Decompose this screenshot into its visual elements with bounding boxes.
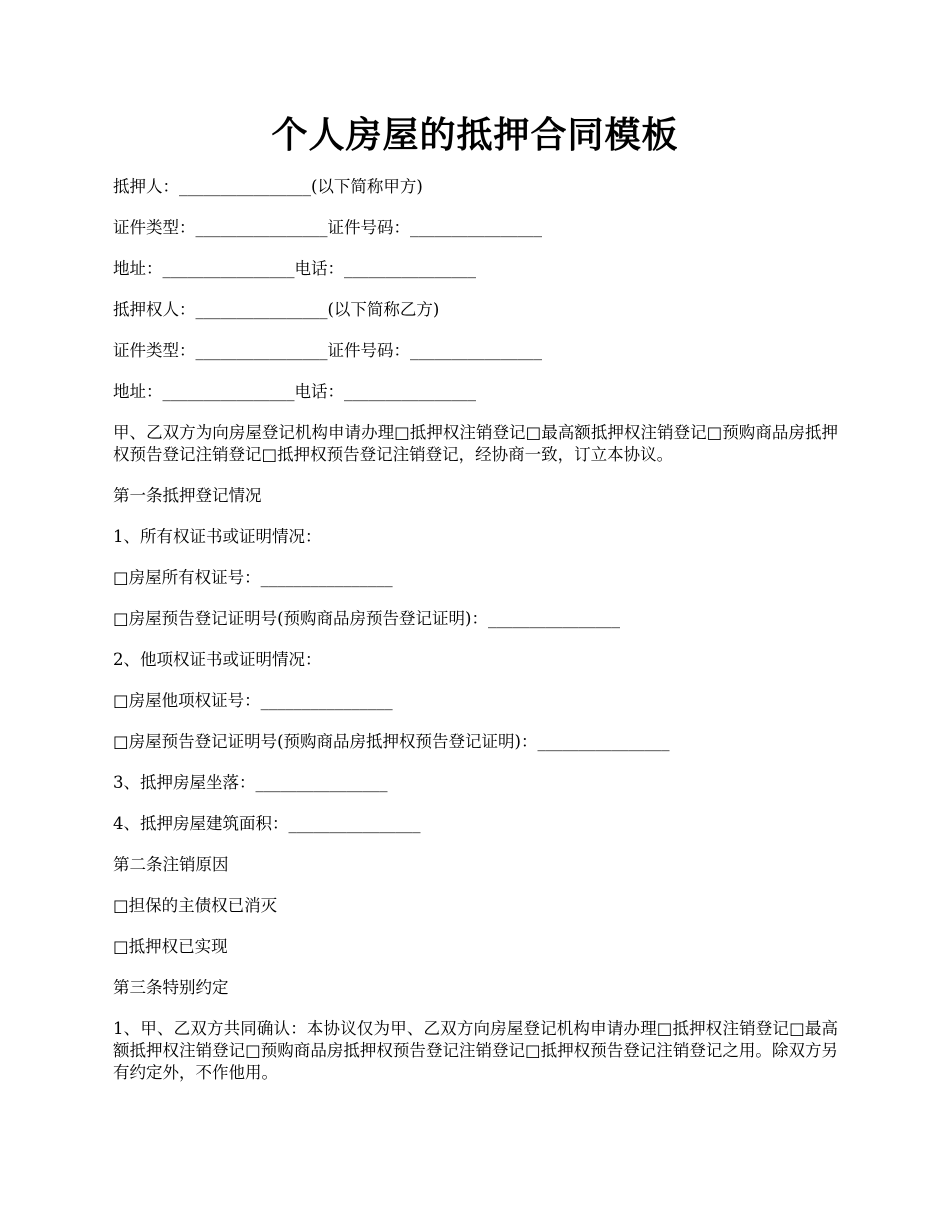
document-title: 个人房屋的抵押合同模板 (271, 114, 679, 156)
property-location: 3、抵押房屋坐落：________________ (113, 773, 388, 792)
ownership-certificate-number: □房屋所有权证号：________________ (113, 568, 393, 587)
reason-mortgage-realized: □抵押权已实现 (113, 937, 228, 956)
mortgagor-address-line: 地址：________________电话：________________ (113, 259, 476, 278)
presale-mortgage-registration-number: □房屋预告登记证明号(预购商品房抵押权预告登记证明)：________________ (113, 732, 670, 751)
mortgagee-line: 抵押权人：________________(以下简称乙方) (113, 300, 440, 319)
document-body (113, 176, 838, 1103)
property-floor-area: 4、抵押房屋建筑面积：________________ (113, 814, 421, 833)
preamble-paragraph: 甲、乙双方为向房屋登记机构申请办理□抵押权注销登记□最高额抵押权注销登记□预购商品房抵押权预告登记注销登记□抵押权预告登记注销登记，经协商一致，订立本协议。 (113, 423, 838, 464)
mortgagee-id-line: 证件类型：________________证件号码：________________ (113, 341, 542, 360)
mortgagor-id-line: 证件类型：________________证件号码：________________ (113, 218, 542, 237)
mortgagor-line: 抵押人：________________(以下简称甲方) (113, 177, 423, 196)
ownership-certificate-heading: 1、所有权证书或证明情况： (113, 527, 322, 546)
other-rights-heading: 2、他项权证书或证明情况： (113, 650, 322, 669)
presale-registration-number: □房屋预告登记证明号(预购商品房预告登记证明)：________________ (113, 609, 620, 628)
article-3-heading: 第三条特别约定 (113, 978, 229, 997)
reason-debt-extinguished: □担保的主债权已消灭 (113, 896, 278, 915)
article-1-heading: 第一条抵押登记情况 (113, 486, 262, 505)
mortgagee-address-line: 地址：________________电话：________________ (113, 382, 476, 401)
special-agreement-paragraph: 1、甲、乙双方共同确认：本协议仅为甲、乙双方向房屋登记机构申请办理□抵押权注销登记□最高额抵押权注销登记□预购商品房抵押权预告登记注销登记□抵押权预告登记注销登记之用。除双方另有约定外，不作他用。 (113, 1019, 838, 1082)
article-2-heading: 第二条注销原因 (113, 855, 229, 874)
other-rights-certificate-number: □房屋他项权证号：________________ (113, 691, 393, 710)
